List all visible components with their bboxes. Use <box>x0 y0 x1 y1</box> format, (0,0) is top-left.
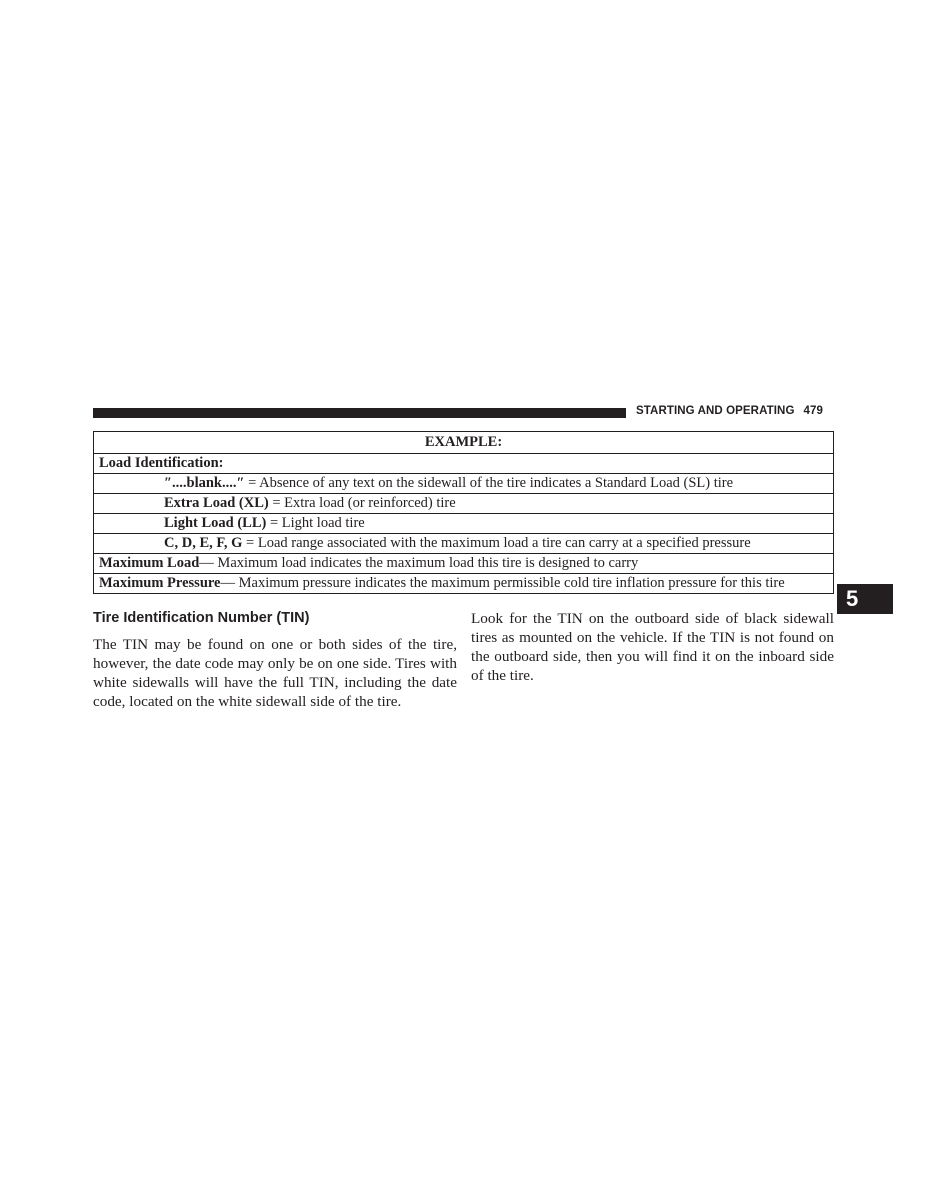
body-paragraph-right: Look for the TIN on the outboard side of black sidewall tires as mounted on the vehicle. If the TIN is not found on the outboard side, then you will find it on the inboard side of the tire. <box>471 610 834 684</box>
section-heading: Tire Identification Number (TIN) <box>93 610 310 626</box>
body-paragraph-left: The TIN may be found on one or both sides of the tire, however, the date code may only be on one side. Tires with white sidewalls will have the full TIN, including the date code, located on the white sidewall side of the tire. <box>93 636 457 710</box>
row-term: C, D, E, F, G <box>164 535 243 551</box>
maximum-load-row <box>94 554 834 574</box>
table-row <box>94 574 834 594</box>
chapter-tab: 5 <box>837 584 893 614</box>
page-number: 479 <box>803 405 824 417</box>
row-definition: — Maximum load indicates the maximum load this tire is designed to carry <box>199 555 639 571</box>
row-definition: = Absence of any text on the sidewall of the tire indicates a Standard Load (SL) tire <box>244 475 734 491</box>
row-definition: = Light load tire <box>266 515 365 531</box>
tire-load-table <box>93 431 834 594</box>
table-row <box>94 494 834 514</box>
row-definition: = Extra load (or reinforced) tire <box>268 495 456 511</box>
load-row-light <box>94 514 834 534</box>
row-definition: — Maximum pressure indicates the maximum permissible cold tire inflation pressure for this tire <box>220 575 785 591</box>
table-row <box>94 554 834 574</box>
table-row <box>94 534 834 554</box>
header-rule <box>93 408 626 418</box>
table-row <box>94 514 834 534</box>
row-term: Maximum Load <box>99 555 200 571</box>
maximum-pressure-row <box>94 574 834 594</box>
row-definition: = Load range associated with the maximum load a tire can carry at a specified pressure <box>242 535 751 551</box>
example-heading: EXAMPLE: <box>94 432 834 454</box>
table-row <box>94 454 834 474</box>
header-section-title: STARTING AND OPERATING <box>636 405 795 417</box>
load-row-range <box>94 534 834 554</box>
row-term: Extra Load (XL) <box>164 495 269 511</box>
row-term: ″....blank....″ <box>164 475 245 491</box>
load-row-extra <box>94 494 834 514</box>
table-row <box>94 474 834 494</box>
table-row <box>94 432 834 454</box>
row-term: Maximum Pressure <box>99 575 221 591</box>
load-identification-label: Load Identification: <box>94 454 834 474</box>
running-header <box>636 405 834 417</box>
row-term: Light Load (LL) <box>164 515 267 531</box>
load-row-standard <box>94 474 834 494</box>
